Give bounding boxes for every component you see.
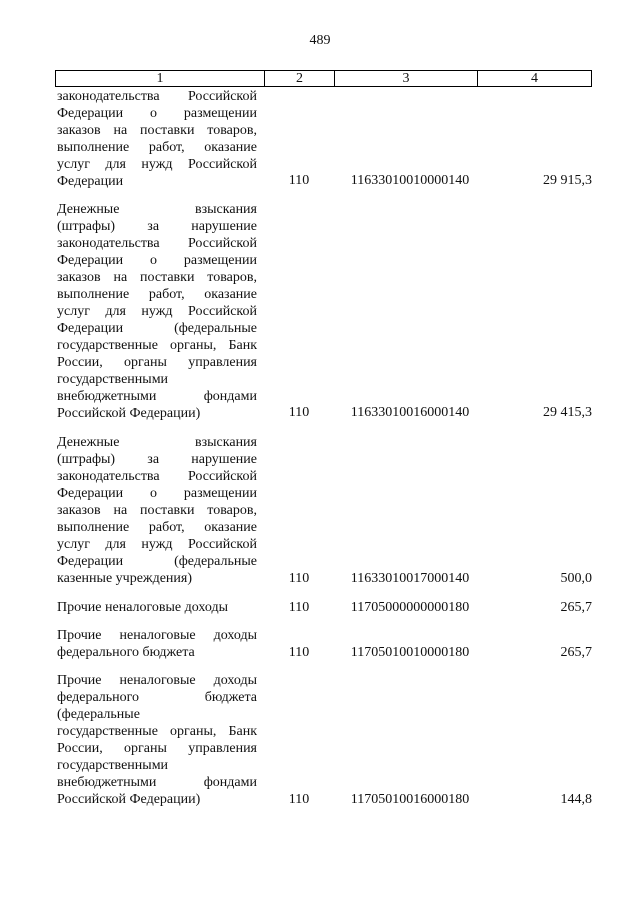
row-code: 110 <box>288 571 310 586</box>
description-line: заказов на поставки товаров, <box>57 503 257 518</box>
row-code: 110 <box>288 405 310 420</box>
column-header-4: 4 <box>477 71 591 86</box>
description-line: выполнение работ, оказание <box>57 140 257 155</box>
description-line: России, органы управления <box>57 741 257 756</box>
row-amount: 144,8 <box>560 792 592 807</box>
description-line: Денежные взыскания <box>57 435 257 450</box>
row-code: 110 <box>288 600 310 615</box>
description-line: государственные органы, Банк <box>57 338 257 353</box>
description-line: государственные органы, Банк <box>57 724 257 739</box>
column-header-1: 1 <box>156 71 164 86</box>
description-line: внебюджетными фондами <box>57 775 257 790</box>
row-kbk: 11633010010000140 <box>350 173 470 188</box>
row-code: 110 <box>288 792 310 807</box>
row-kbk: 11705010016000180 <box>350 792 470 807</box>
row-description <box>57 88 257 190</box>
description-line: государственными <box>57 372 169 387</box>
row-amount: 265,7 <box>560 600 592 615</box>
description-line: внебюджетными фондами <box>57 389 257 404</box>
description-line: Федерации о размещении <box>57 486 257 501</box>
description-line: выполнение работ, оказание <box>57 287 257 302</box>
description-line: (штрафы) за нарушение <box>57 452 257 467</box>
row-description <box>57 201 257 422</box>
description-line: Федерации (федеральные <box>57 554 257 569</box>
description-line: России, органы управления <box>57 355 257 370</box>
row-description <box>57 672 257 808</box>
row-description <box>57 434 257 587</box>
row-kbk: 11633010016000140 <box>350 405 470 420</box>
description-line: Прочие неналоговые доходы <box>57 600 229 615</box>
description-line: законодательства Российской <box>57 236 257 251</box>
description-line: Российской Федерации) <box>57 406 201 421</box>
description-line: заказов на поставки товаров, <box>57 123 257 138</box>
description-line: Денежные взыскания <box>57 202 257 217</box>
description-line: Прочие неналоговые доходы <box>57 673 257 688</box>
description-line: Федерации <box>57 174 124 189</box>
row-kbk: 11705010010000180 <box>350 645 470 660</box>
description-line: Прочие неналоговые доходы <box>57 628 257 643</box>
description-line: выполнение работ, оказание <box>57 520 257 535</box>
description-line: федерального бюджета <box>57 690 257 705</box>
row-amount: 265,7 <box>560 645 592 660</box>
description-line: Федерации о размещении <box>57 253 257 268</box>
description-line: законодательства Российской <box>57 469 257 484</box>
row-description <box>57 599 257 616</box>
column-header-2: 2 <box>264 71 334 86</box>
column-header-3: 3 <box>334 71 477 86</box>
description-line: заказов на поставки товаров, <box>57 270 257 285</box>
row-kbk: 11633010017000140 <box>350 571 470 586</box>
row-amount: 500,0 <box>560 571 592 586</box>
row-amount: 29 415,3 <box>543 405 592 420</box>
description-line: услуг для нужд Российской <box>57 537 257 552</box>
row-amount: 29 915,3 <box>543 173 592 188</box>
description-line: федерального бюджета <box>57 645 195 660</box>
description-line: (федеральные <box>57 707 140 722</box>
description-line: услуг для нужд Российской <box>57 304 257 319</box>
page-number: 489 <box>309 33 331 48</box>
description-line: Федерации (федеральные <box>57 321 257 336</box>
description-line: государственными <box>57 758 169 773</box>
description-line: (штрафы) за нарушение <box>57 219 257 234</box>
description-line: казенные учреждения) <box>57 571 193 586</box>
description-line: законодательства Российской <box>57 89 257 104</box>
description-line: услуг для нужд Российской <box>57 157 257 172</box>
table-header <box>55 70 592 87</box>
row-kbk: 11705000000000180 <box>350 600 470 615</box>
row-code: 110 <box>288 645 310 660</box>
description-line: Российской Федерации) <box>57 792 201 807</box>
row-description <box>57 627 257 661</box>
description-line: Федерации о размещении <box>57 106 257 121</box>
row-code: 110 <box>288 173 310 188</box>
